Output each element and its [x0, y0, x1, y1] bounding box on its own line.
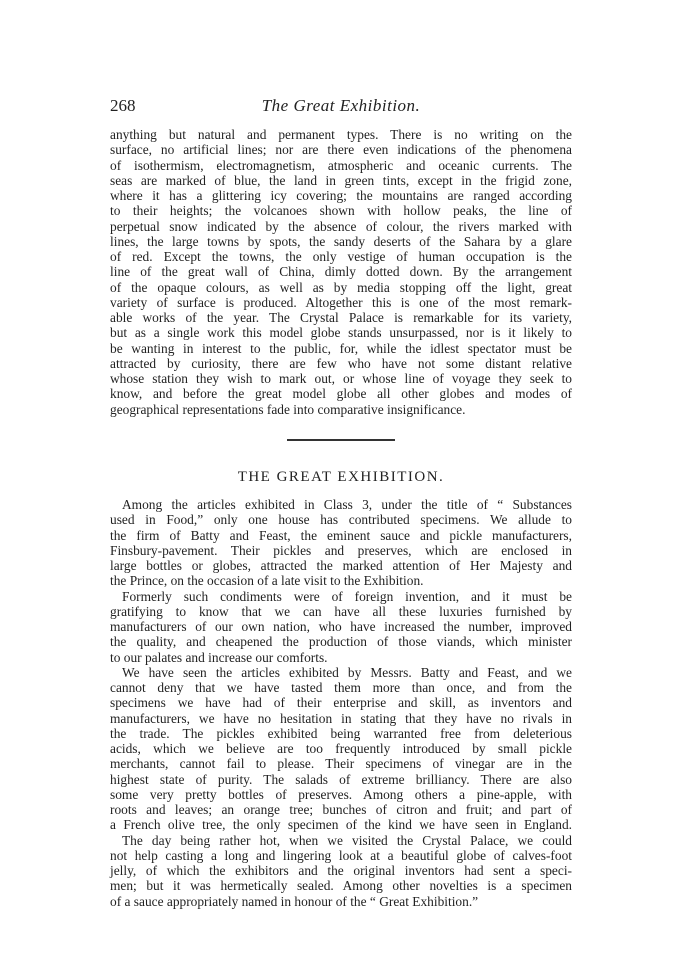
text-line: a French olive tree, the only specimen of the kind we have seen in England. [110, 817, 572, 833]
text-line: seas are marked of blue, the land in green tints, except in the frigid zone, [110, 172, 572, 188]
text-line: of red. Except the towns, the only vestige of human occupation is the [110, 249, 572, 264]
text-line: attracted by curiosity, there are few who have not some distant relative [110, 355, 572, 371]
text-line: Formerly such condiments were of foreign invention, and it must be [122, 588, 572, 604]
running-title: The Great Exhibition. [261, 96, 421, 115]
text-line: of isothermism, electromagnetism, atmospheric and oceanic currents. The [110, 157, 572, 173]
text-line: Finsbury-pavement. Their pickles and preserves, which are enclosed in [110, 542, 572, 558]
text-line: We have seen the articles exhibited by Messrs. Batty and Feast, and we [122, 664, 572, 680]
text-line: The day being rather hot, when we visited the Crystal Palace, we could [122, 832, 572, 848]
text-line: of the opaque colours, as well as by media stopping off the light, great [110, 279, 572, 295]
text-line: to our palates and increase our comforts. [110, 649, 328, 665]
second-section-text [110, 497, 572, 909]
text-line: not help casting a long and lingering look at a beautiful globe of calves-foot [110, 847, 572, 863]
section-heading: THE GREAT EXHIBITION. [237, 469, 445, 485]
text-line: used in Food,” only one house has contributed specimens. We allude to [110, 512, 572, 528]
text-line: able works of the year. The Crystal Palace is remarkable for its variety, [110, 310, 572, 325]
running-head [110, 96, 572, 120]
text-line: surface, no artificial lines; nor are there even indications of the phenomena [110, 142, 572, 158]
first-section-text [110, 127, 572, 417]
text-line: but as a single work this model globe stands unsurpassed, nor is it likely to [110, 325, 572, 341]
text-line: perpetual snow indicated by the absence of colour, the rivers marked with [110, 218, 572, 234]
text-line: roots and leaves; an orange tree; bunches of citron and fruit; and part of [110, 802, 572, 817]
text-line: the trade. The pickles exhibited being warranted free from deleterious [110, 725, 572, 741]
text-line: Among the articles exhibited in Class 3, under the title of “ Substances [122, 497, 572, 512]
text-line: the firm of Batty and Feast, the eminent sauce and pickle manufacturers, [110, 527, 572, 543]
text-line: cannot deny that we have tasted them more than once, and from the [110, 680, 572, 695]
text-line: jelly, of which the exhibitors and the original inventors had sent a speci- [110, 863, 572, 878]
text-line: the quality, and cheapened the production of those viands, which minister [110, 634, 572, 650]
text-line: highest state of purity. The salads of extreme brilliancy. There are also [110, 771, 572, 787]
text-line: manufacturers of our own nation, who have increased the number, improved [110, 619, 572, 634]
text-line: the Prince, on the occasion of a late visit to the Exhibition. [110, 573, 424, 589]
text-line: whose station they wish to mark out, or whose line of voyage they seek to [110, 371, 572, 386]
text-line: to their heights; the volcanoes shown with hollow peaks, the line of [110, 203, 572, 219]
text-line: of a sauce appropriately named in honour of the “ Great Exhibition.” [110, 893, 479, 909]
text-line: merchants, cannot fail to please. Their specimens of vinegar are in the [110, 756, 572, 772]
text-line: some very pretty bottles of preserves. Among others a pine-apple, with [110, 786, 572, 802]
text-line: know, and before the great model globe all other globes and modes of [110, 386, 572, 402]
section-divider-rule [287, 439, 395, 441]
text-line: large bottles or globes, attracted the marked attention of Her Majesty and [110, 558, 572, 573]
text-line: acids, which we believe are too frequently introduced by small pickle [110, 741, 572, 756]
text-line: men; but it was hermetically sealed. Among other novelties is a specimen [110, 878, 572, 894]
text-line: where it has a glittering icy covering; the mountains are ranged according [110, 188, 572, 203]
text-line: line of the great wall of China, dimly dotted down. By the arrangement [110, 264, 572, 280]
text-line: variety of surface is produced. Altogether this is one of the most remark- [110, 294, 572, 310]
text-line: gratifying to know that we can have all these luxuries furnished by [110, 603, 572, 619]
text-line: manufacturers, we have no hesitation in stating that they have no rivals in [110, 710, 572, 726]
text-line: geographical representations fade into comparative insignificance. [110, 401, 466, 417]
text-line: anything but natural and permanent types. There is no writing on the [110, 127, 572, 142]
text-line: lines, the large towns by spots, the sandy deserts of the Sahara by a glare [110, 233, 572, 249]
page-number: 268 [110, 96, 136, 115]
text-line: specimens we have had of their enterprise and skill, as inventors and [110, 695, 572, 711]
text-line: be wanting in interest to the public, for, while the idlest spectator must be [110, 340, 572, 356]
